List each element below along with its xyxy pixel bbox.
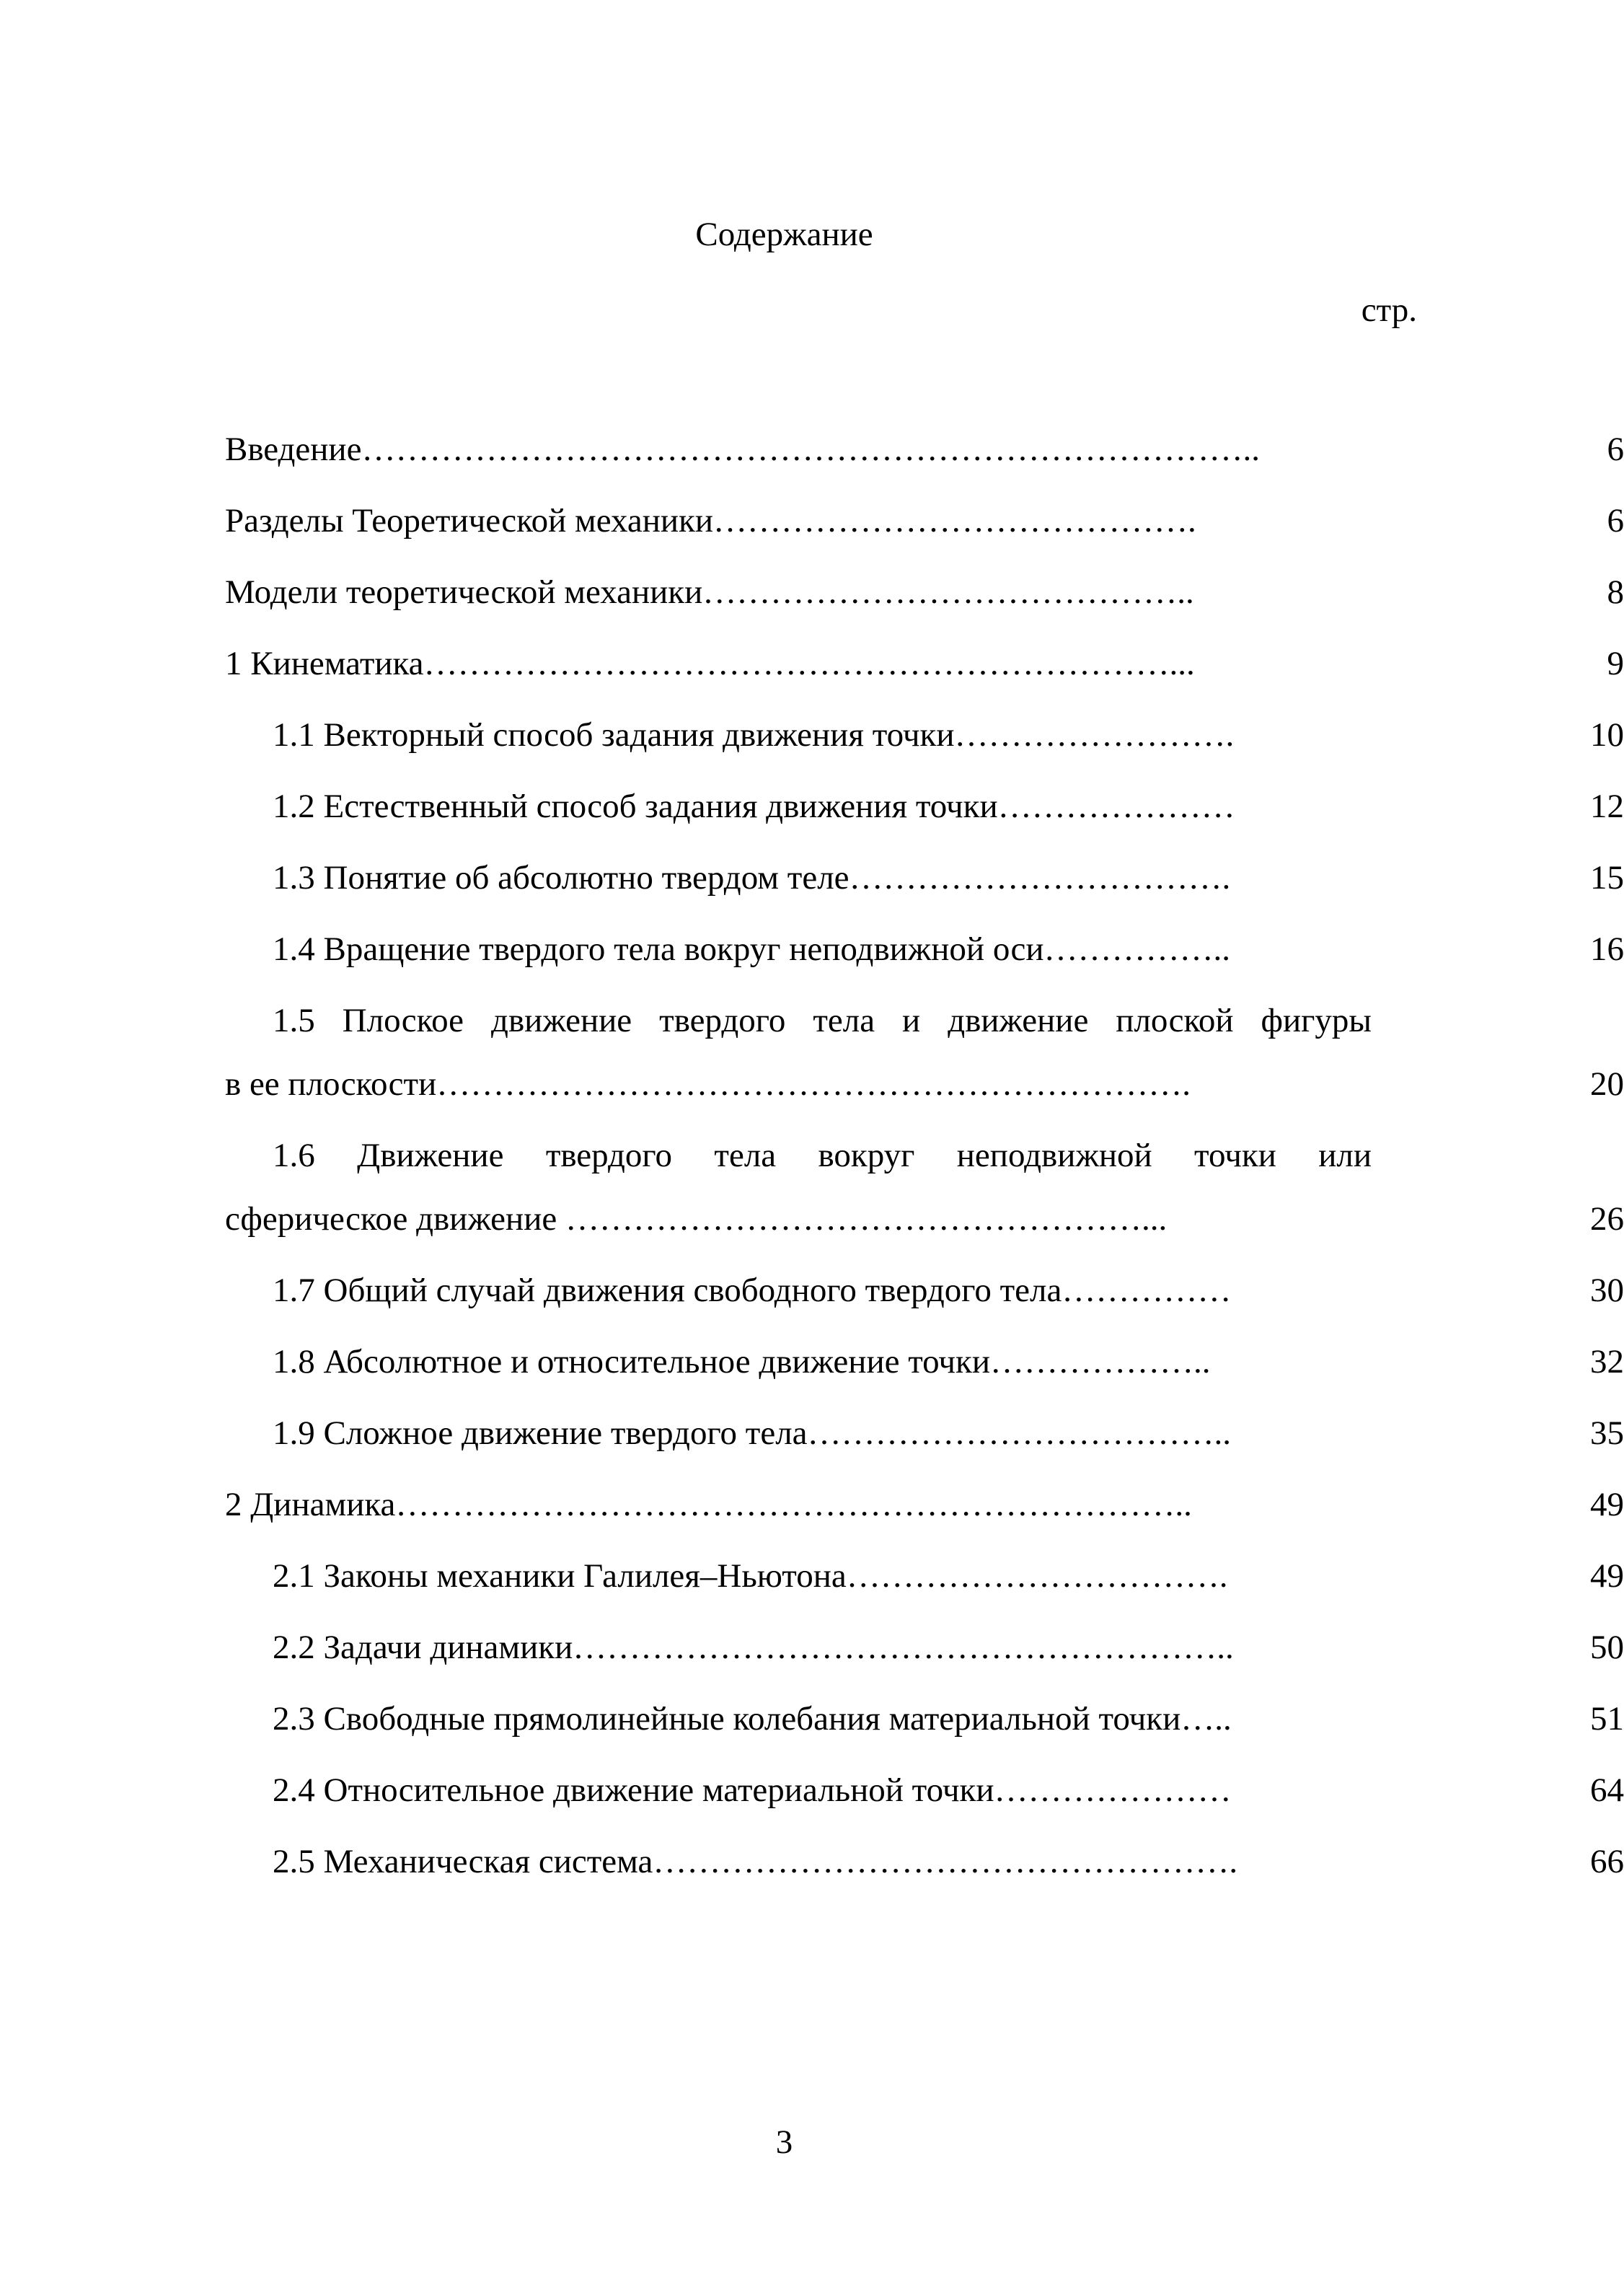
toc-entry-text: 1.4 Вращение твердого тела вокруг неподвижной оси…………….. [273,930,1231,968]
toc-entry-text: 2.5 Механическая система……………………………………………. [273,1843,1238,1880]
toc-entry-text: 2.3 Свободные прямолинейные колебания материальной точки….. [273,1700,1232,1738]
toc-entry-page: 35 [1590,1414,1624,1452]
toc-entry-page: 50 [1590,1629,1624,1666]
toc-entry-page: 16 [1590,930,1624,968]
toc-entry-text: 1.5 Плоское движение твердого тела и движение плоской фигуры [273,1002,1372,1039]
toc-entry-page: 49 [1590,1486,1624,1523]
page-title: Содержание [695,216,873,253]
toc-entry-page: 20 [1590,1065,1624,1103]
toc-entry-page: 15 [1590,859,1624,897]
toc-entry-page: 26 [1590,1200,1624,1238]
toc-entry-page: 30 [1590,1272,1624,1309]
toc-entry-page: 32 [1590,1343,1624,1381]
toc-entry-text: Введение…………………………………………………………………….. [225,431,1260,468]
toc-entry-text: 1.7 Общий случай движения свободного твердого тела…………… [273,1272,1232,1309]
toc-entry-text: в ее плоскости…………………………………………………………. [225,1065,1191,1103]
toc-entry-text: Модели теоретической механики…………………………………….. [225,573,1194,611]
toc-entry-page: 64 [1590,1771,1624,1809]
toc-entry-text: 1.1 Векторный способ задания движения точки……………………. [273,716,1235,754]
toc-entry-page: 6 [1607,431,1624,468]
toc-entry-text: 1.9 Сложное движение твердого тела……………………………….. [273,1414,1232,1452]
toc-entry-page: 6 [1607,502,1624,540]
toc-entry-page: 9 [1607,645,1624,682]
toc-entry-text: 1.3 Понятие об абсолютно твердом теле……………………………. [273,859,1231,897]
toc-entry-text: сферическое движение ……………………………………………... [225,1200,1168,1238]
toc-entry-text: 2.2 Задачи динамики………………………………………………….. [273,1629,1234,1666]
toc-entry-text: 1.2 Естественный способ задания движения точки………………… [273,788,1235,825]
toc-entry-text: 2 Динамика…………………………………………………………….. [225,1486,1192,1523]
toc-entry-text: Разделы Теоретической механики……………………………………. [225,502,1196,540]
page-column-label: стр. [1361,291,1417,329]
toc-entry-text: 1 Кинематика…………………………………………………………... [225,645,1195,682]
toc-entry-page: 51 [1590,1700,1624,1738]
toc-entry-page: 8 [1607,573,1624,611]
toc-entry-page: 66 [1590,1843,1624,1880]
toc-entry-text: 1.8 Абсолютное и относительное движение точки……………….. [273,1343,1211,1381]
toc-entry-page: 49 [1590,1557,1624,1595]
toc-entry-text: 1.6 Движение твердого тела вокруг неподвижной точки или [273,1137,1372,1174]
toc-entry-page: 12 [1590,788,1624,825]
toc-entry-text: 2.1 Законы механики Галилея–Ньютона……………………………. [273,1557,1228,1595]
toc-entry-text: 2.4 Относительное движение материальной точки………………… [273,1771,1232,1809]
toc-entry-page: 10 [1590,716,1624,754]
footer-page-number: 3 [775,2123,793,2161]
